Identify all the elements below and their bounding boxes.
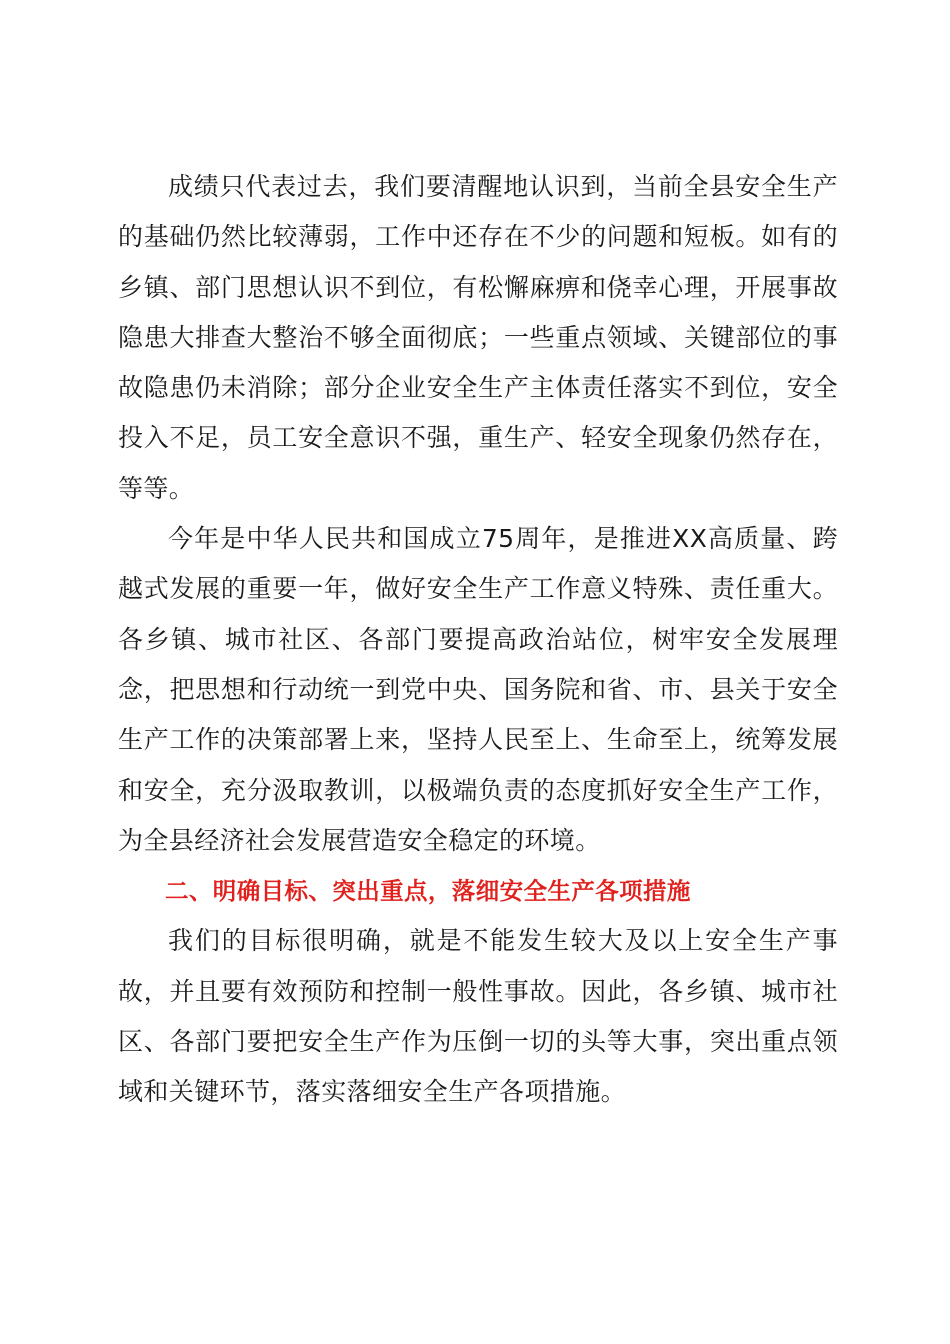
paragraph-current-problems: 成绩只代表过去，我们要清醒地认识到，当前全县安全生产的基础仍然比较薄弱，工作中还存在不少的问题和短板。如有的乡镇、部门思想认识不到位，有松懈麻痹和侥幸心理，开展事故隐患大排查大整治不够全面彻底；一些重点领域、关键部位的事故隐患仍未消除；部分企业安全生产主体责任落实不到位，安全投入不足，员工安全意识不强，重生产、轻安全现象仍然存在，等等。 bbox=[118, 172, 838, 503]
paragraph-goals: 我们的目标很明确，就是不能发生较大及以上安全生产事故，并且要有效预防和控制一般性事故。因此，各乡镇、城市社区、各部门要把安全生产作为压倒一切的头等大事，突出重点领域和关键环节，落实落细安全生产各项措施。 bbox=[118, 926, 838, 1107]
section-heading-two: 二、明确目标、突出重点，落细安全生产各项措施 bbox=[165, 877, 691, 906]
paragraph-anniversary-significance: 今年是中华人民共和国成立75周年，是推进XX高质量、跨越式发展的重要一年，做好安全生产工作意义特殊、责任重大。各乡镇、城市社区、各部门要提高政治站位，树牢安全发展理念，把思想和行动统一到党中央、国务院和省、市、县关于安全生产工作的决策部署上来，坚持人民至上、生命至上，统筹发展和安全，充分汲取教训，以极端负责的态度抓好安全生产工作，为全县经济社会发展营造安全稳定的环境。 bbox=[118, 524, 838, 855]
document-body bbox=[118, 162, 838, 1118]
